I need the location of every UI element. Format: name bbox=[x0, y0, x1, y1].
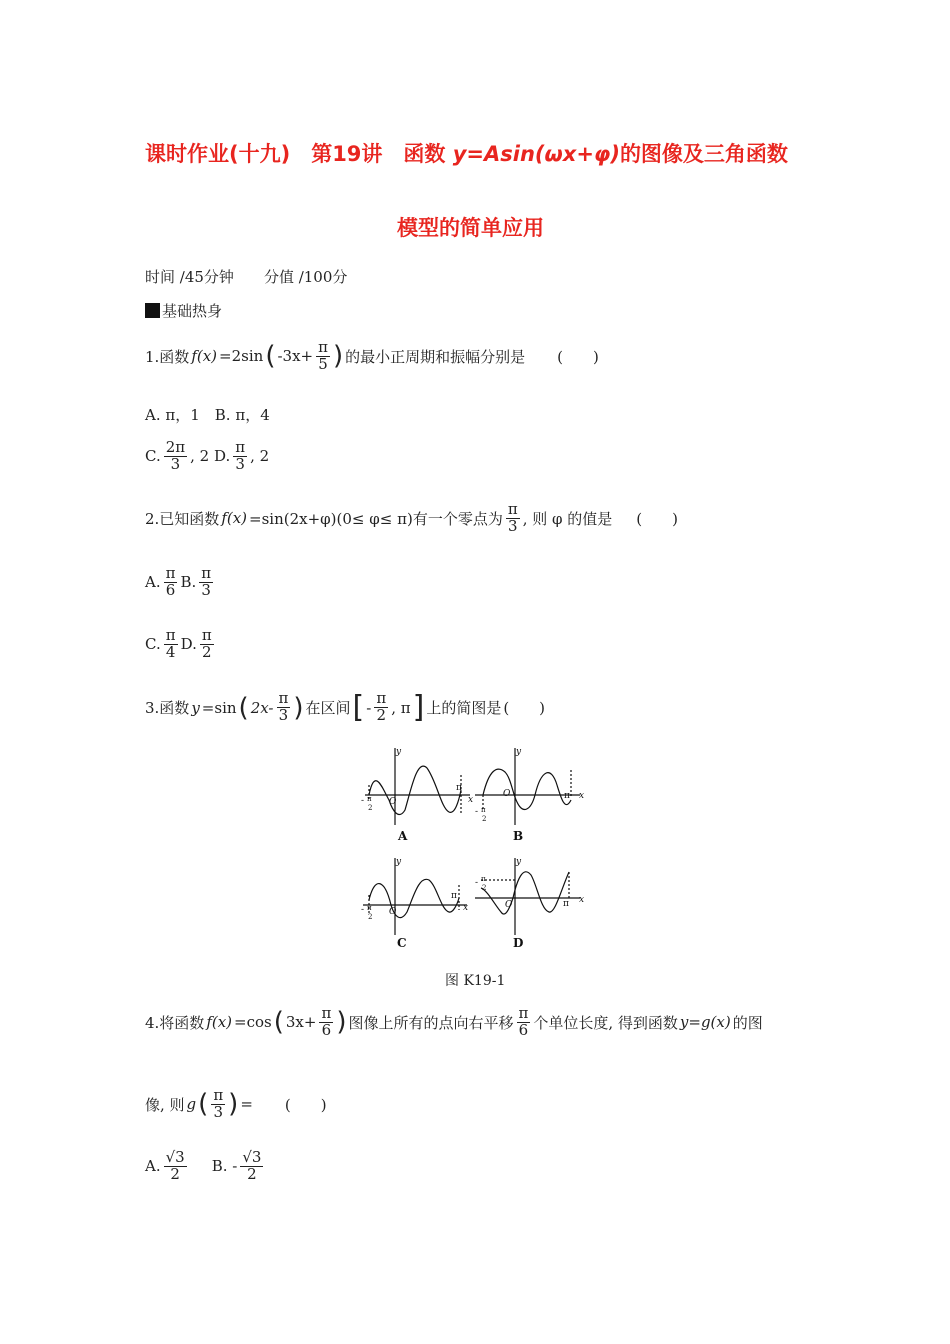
q1-fraction bbox=[316, 340, 330, 373]
q2-opt-b-label: B. bbox=[180, 573, 197, 592]
q4-frac-den: 6 bbox=[321, 1020, 332, 1039]
graph-d bbox=[475, 858, 580, 935]
q1-opt-c-frac bbox=[164, 440, 187, 473]
q4-frac-num: π bbox=[321, 1004, 332, 1022]
q1-opt-d-den: 3 bbox=[235, 454, 245, 473]
pi-label: π bbox=[563, 899, 569, 909]
q3-suffix: 上的简图是 bbox=[426, 699, 502, 717]
q1-frac-num: π bbox=[318, 338, 328, 356]
q4-arg: 3x+ bbox=[285, 1013, 317, 1032]
pi-frac-den: 2 bbox=[482, 884, 487, 892]
question-1 bbox=[145, 340, 599, 373]
title-expression: y=Asin(ωx+φ) bbox=[452, 142, 620, 166]
q4-g-num: π bbox=[213, 1086, 224, 1104]
q4-opt-a-num: √3 bbox=[165, 1148, 185, 1166]
q1-opt-c-label: C. bbox=[145, 447, 161, 466]
q4-shift-num: π bbox=[518, 1004, 529, 1022]
q2-opt-d-den: 2 bbox=[202, 642, 212, 661]
q3-interval-prefix: 在区间 bbox=[305, 699, 351, 717]
graph-d-curve bbox=[481, 872, 569, 914]
q3-int-num: π bbox=[376, 689, 387, 708]
x-axis-label: x bbox=[579, 895, 585, 905]
q1-prefix: 1.函数 bbox=[145, 347, 190, 366]
x-axis-label: x bbox=[463, 903, 469, 913]
q3-int-den: 2 bbox=[376, 706, 387, 724]
q1-arg: -3x+ bbox=[277, 347, 314, 366]
q1-opt-d-num: π bbox=[235, 438, 246, 456]
title-text-b: 的图像及三角函数 bbox=[619, 142, 788, 166]
square-bullet-icon bbox=[145, 303, 160, 318]
pi-frac-den: 2 bbox=[482, 815, 487, 823]
meta-line bbox=[145, 266, 347, 287]
origin-label: O bbox=[389, 907, 397, 917]
q4-opt-b-num: √3 bbox=[242, 1148, 262, 1166]
q3-fraction bbox=[277, 691, 291, 724]
right-paren: ) bbox=[228, 1089, 239, 1120]
pi-frac-den: 2 bbox=[368, 804, 373, 812]
right-paren: ) bbox=[336, 1007, 347, 1038]
q4-fraction bbox=[319, 1006, 333, 1039]
pi-frac-den: 2 bbox=[368, 913, 373, 921]
page-subtitle: 模型的简单应用 bbox=[397, 216, 544, 240]
title-text-a: 课时作业(十九) 第19讲 函数 bbox=[145, 142, 453, 166]
neg-sign: - bbox=[475, 807, 479, 817]
graph-c-curve bbox=[369, 879, 459, 917]
q4-opt-a-label: A. bbox=[145, 1157, 161, 1176]
graph-a-curve bbox=[369, 766, 461, 814]
q3-frac-den: 3 bbox=[278, 706, 289, 724]
left-bracket: [ bbox=[352, 690, 365, 725]
y-axis-label: y bbox=[396, 747, 402, 757]
q1-answer-blank: ( ) bbox=[557, 347, 599, 366]
q2-prefix: 2.已知函数 bbox=[145, 509, 220, 528]
q4-shift-fraction bbox=[517, 1006, 531, 1039]
q3-sin: =sin bbox=[201, 698, 237, 717]
question-4-line-2 bbox=[145, 1088, 327, 1121]
q2-opt-c-frac bbox=[164, 628, 178, 661]
q3-answer-blank: ( ) bbox=[503, 699, 546, 717]
q4-opt-b-label: B. - bbox=[211, 1157, 238, 1176]
q3-interval-end: , π bbox=[391, 698, 411, 717]
q4-g-fraction bbox=[211, 1088, 225, 1121]
pi-label: π bbox=[564, 791, 570, 801]
q4-g-den: 3 bbox=[213, 1102, 224, 1121]
q1-options-ab: A. π，1 B. π，4 bbox=[145, 406, 270, 424]
q2-frac-den: 3 bbox=[507, 516, 518, 535]
neg-sign: - bbox=[361, 905, 365, 915]
q2-opt-a-label: A. bbox=[145, 573, 161, 592]
page-title bbox=[145, 138, 788, 168]
pi-frac-num: π bbox=[481, 806, 486, 814]
pi-frac-num: π bbox=[481, 875, 486, 883]
q3-prefix: 3.函数 bbox=[145, 699, 190, 717]
q4-g: g bbox=[186, 1095, 197, 1114]
q1-suffix: 的最小正周期和振幅分别是 bbox=[345, 347, 526, 366]
q2-opt-c-num: π bbox=[165, 626, 176, 644]
time-info: 时间 ∕45分钟 bbox=[145, 268, 234, 286]
q4-answer-blank: ( ) bbox=[284, 1095, 327, 1114]
q2-opt-c-den: 4 bbox=[165, 642, 176, 661]
q4-mid: 图像上所有的点向右平移 bbox=[348, 1013, 514, 1032]
q3-frac-num: π bbox=[278, 689, 289, 708]
q2-mid: =sin(2x+φ)(0≤ φ≤ π)有一个零点为 bbox=[249, 509, 503, 528]
q1-sin: =2sin bbox=[219, 347, 264, 366]
graph-b-curve bbox=[483, 769, 571, 809]
q2-frac-num: π bbox=[507, 500, 518, 518]
y-axis-label: y bbox=[516, 857, 522, 867]
pi-label: π bbox=[456, 783, 462, 793]
score-info: 分值 ∕100分 bbox=[263, 268, 348, 286]
q1-opt-c-num: 2π bbox=[165, 438, 186, 456]
graph-label-b: B bbox=[513, 829, 524, 843]
graph-a bbox=[365, 748, 470, 825]
q2-options-ab bbox=[145, 566, 214, 599]
origin-label: O bbox=[389, 797, 397, 807]
q2-opt-b-num: π bbox=[201, 564, 212, 582]
x-axis-label: x bbox=[468, 795, 474, 805]
q4-line2-text: 像, 则 bbox=[145, 1095, 185, 1114]
right-paren: ) bbox=[293, 692, 304, 723]
section-label: 基础热身 bbox=[162, 302, 223, 320]
q2-fraction bbox=[506, 502, 520, 535]
q1-options-cd bbox=[145, 440, 269, 473]
q1-opt-d-tail: , 2 bbox=[250, 447, 270, 466]
right-paren: ) bbox=[332, 341, 344, 372]
q4-prefix: 4.将函数 bbox=[145, 1013, 205, 1032]
q4-cos: =cos bbox=[234, 1013, 272, 1032]
q4-shift-den: 6 bbox=[518, 1020, 529, 1039]
q2-options-cd bbox=[145, 628, 215, 661]
q4-opt-a-frac bbox=[164, 1150, 187, 1183]
q2-opt-d-num: π bbox=[201, 626, 212, 644]
q2-opt-d-frac bbox=[200, 628, 214, 661]
q3-arg: 2x- bbox=[250, 698, 274, 717]
q2-opt-c-label: C. bbox=[145, 635, 161, 654]
graph-label-c: C bbox=[397, 936, 407, 950]
q2-opt-b-den: 3 bbox=[201, 580, 211, 599]
q4-opt-a-den: 2 bbox=[170, 1164, 180, 1183]
q2-fx: f(x) bbox=[221, 509, 248, 528]
q1-frac-den: 5 bbox=[318, 354, 328, 373]
right-bracket: ] bbox=[412, 690, 425, 725]
figure-caption: 图 K19-1 bbox=[445, 973, 506, 989]
q2-opt-a-den: 6 bbox=[165, 580, 176, 599]
q4-tail: 的图 bbox=[732, 1013, 763, 1032]
graph-label-a: A bbox=[398, 829, 408, 843]
pi-label: π bbox=[451, 891, 457, 901]
left-paren: ( bbox=[265, 341, 276, 372]
question-2 bbox=[145, 502, 678, 535]
origin-label: O bbox=[503, 789, 511, 799]
q2-opt-d-label: D. bbox=[180, 635, 197, 654]
q2-opt-a-num: π bbox=[165, 564, 176, 582]
q4-opt-b-frac bbox=[240, 1150, 263, 1183]
q2-opt-a-frac bbox=[164, 566, 178, 599]
q4-suffix: 个单位长度, 得到函数 bbox=[533, 1013, 678, 1032]
origin-label: O bbox=[505, 900, 513, 910]
q4-opt-b-den: 2 bbox=[247, 1164, 257, 1183]
question-3 bbox=[145, 690, 545, 725]
pi-frac-num: π bbox=[367, 904, 372, 912]
q4-options-ab bbox=[145, 1150, 264, 1183]
q4-fx: f(x) bbox=[206, 1013, 233, 1032]
q2-suffix: , 则 φ 的值是 bbox=[522, 509, 613, 528]
q1-opt-c-den: 3 bbox=[170, 454, 181, 473]
q3-interval-minus: - bbox=[366, 698, 372, 717]
x-axis-label: x bbox=[579, 791, 585, 801]
q2-opt-b-frac bbox=[199, 566, 213, 599]
q3-y: y bbox=[191, 698, 200, 717]
section-heading bbox=[145, 300, 222, 321]
q2-answer-blank: ( ) bbox=[636, 509, 678, 528]
q3-interval-frac bbox=[374, 691, 388, 724]
q4-gx: y=g(x) bbox=[679, 1013, 731, 1032]
graph-label-d: D bbox=[513, 936, 524, 950]
pi-frac-num: π bbox=[367, 795, 372, 803]
sine-graphs-figure bbox=[355, 740, 600, 960]
y-axis-label: y bbox=[396, 857, 402, 867]
neg-sign: - bbox=[361, 796, 365, 806]
left-paren: ( bbox=[198, 1089, 209, 1120]
q1-opt-d-frac bbox=[233, 440, 247, 473]
y-axis-label: y bbox=[516, 747, 522, 757]
q4-equals: = bbox=[240, 1095, 253, 1114]
q1-fx: f(x) bbox=[191, 347, 218, 366]
graph-b bbox=[475, 748, 580, 825]
question-4 bbox=[145, 1006, 763, 1039]
q1-opt-c-tail: , 2 D. bbox=[190, 447, 231, 466]
neg-sign: - bbox=[475, 878, 479, 888]
left-paren: ( bbox=[273, 1007, 284, 1038]
left-paren: ( bbox=[238, 692, 249, 723]
